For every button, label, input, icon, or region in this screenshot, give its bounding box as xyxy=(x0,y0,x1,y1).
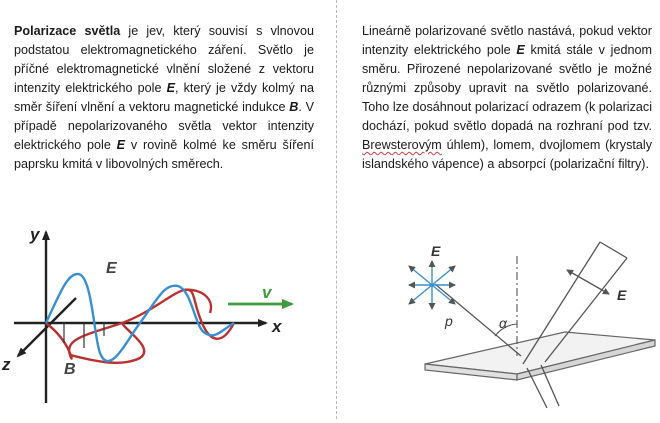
vector-e: E xyxy=(516,43,525,57)
label-p: p xyxy=(445,313,453,329)
reflected-beam xyxy=(600,242,627,258)
unpolarized-star xyxy=(409,261,455,309)
left-text-2: , který je vždy kolmý na směr šíření vlnění a vektoru magnetické indukce xyxy=(14,81,314,114)
label-e-reflected: E xyxy=(617,287,627,303)
axis-label-z: z xyxy=(2,355,11,374)
right-text-3: úhlem), lomem, dvojlomem (krystaly islandského vápence) a absorpcí (polarizační filtry). xyxy=(362,138,652,171)
axis-label-x: x xyxy=(272,317,282,336)
left-paragraph xyxy=(14,22,314,174)
label-e-incident: E xyxy=(431,243,441,259)
column-divider xyxy=(336,0,337,419)
term-polarizace: Polarizace světla xyxy=(14,24,121,38)
em-wave-svg xyxy=(0,218,320,418)
vector-e: E xyxy=(166,81,175,95)
right-paragraph xyxy=(362,22,652,174)
right-text-2: kmitá stále v jednom směru. Přirozené nepolarizované světlo je možné různými způsoby upravit na světlo polarizované. Toho lze dosáhnout polarizací odrazem (k polarizaci dochází, pokud světlo dopadá na rozhraní pod tzv. xyxy=(362,43,652,133)
label-e: E xyxy=(106,260,117,277)
axis-label-y: y xyxy=(30,225,40,244)
vector-e: E xyxy=(116,138,126,152)
label-alpha: α xyxy=(499,315,507,331)
left-text-3: . V případě nepolarizovaného světla vektor intenzity elektrického pole xyxy=(14,100,314,152)
right-text-1: Lineárně polarizované světlo nastává, pokud vektor intenzity elektrického pole xyxy=(362,24,652,57)
left-text-1: je jev, který souvisí s vlnovou podstatou elektromagnetického záření. Světlo je příčné elektromagnetické vlnění složené z vektoru intenzity elektrického pole xyxy=(14,24,314,95)
polarization-arrow xyxy=(567,270,609,294)
brewster-word: Brewsterovým xyxy=(362,138,442,152)
label-v: v xyxy=(262,283,272,302)
em-wave-figure xyxy=(0,218,320,418)
reflection-svg xyxy=(395,228,660,418)
label-b: B xyxy=(64,361,76,378)
reflection-figure xyxy=(395,228,660,418)
left-text-4: v rovině kolmé ke směru šíření paprsku kmitá v libovolných směrech. xyxy=(14,138,314,171)
electric-field-wave xyxy=(46,274,234,361)
vector-b: B xyxy=(289,100,299,114)
